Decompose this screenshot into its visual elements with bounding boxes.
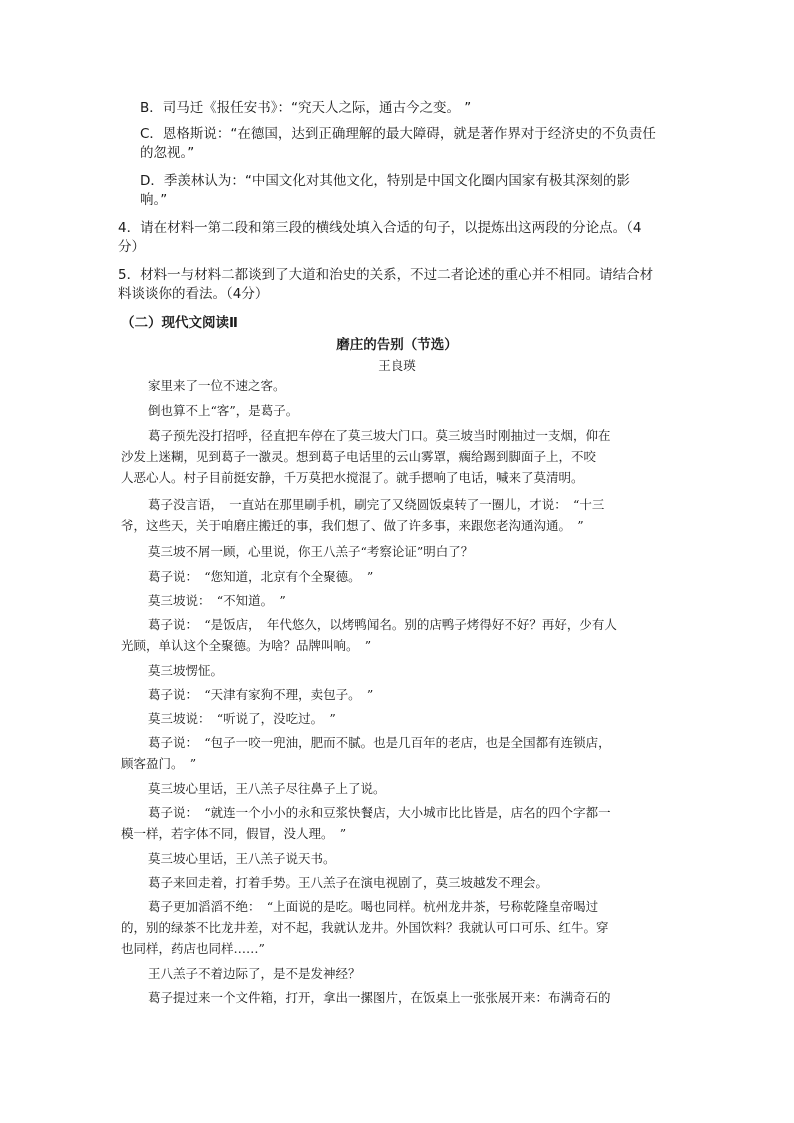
story-paragraph-line: 葛子更加滔滔不绝： “上面说的是吃。喝也同样。杭州龙井茶，号称乾隆皇帝喝过	[148, 899, 599, 914]
story-paragraph-line: 莫三坡愣怔。	[148, 663, 224, 678]
story-paragraph-line: 莫三坡说： “不知道。 ”	[148, 593, 286, 608]
story-paragraph-line: 葛子说： “您知道，北京有个全聚德。 ”	[148, 569, 374, 584]
story-paragraph-line: 莫三坡心里话，王八羔子尽往鼻子上了说。	[148, 781, 386, 796]
question-5-line-1: 5．材料一与材料二都谈到了大道和治史的关系，不过二者论述的重心并不相同。请结合材	[118, 267, 654, 283]
option-d-line-1: D．季羡林认为：“中国文化对其他文化，特别是中国文化圈内国家有极其深刻的影	[140, 173, 630, 189]
story-paragraph-line: 葛子预先没打招呼，径直把车停在了莫三坡大门口。莫三坡当时刚抽过一支烟，仰在	[148, 428, 611, 443]
story-paragraph-line: 沙发上迷糊，见到葛子一激灵。想到葛子电话里的云山雾罩，瘸给踢到脚面子上，不咬	[121, 449, 597, 464]
story-paragraph-line: 的，别的绿茶不比龙井差，对不起，我就认龙井。外国饮料？我就认可口可乐、红牛。穿	[121, 920, 609, 935]
story-paragraph-line: 莫三坡说： “听说了，没吃过。 ”	[148, 711, 336, 726]
story-paragraph-line: 倒也算不上“客”，是葛子。	[148, 403, 299, 418]
story-paragraph-line: 顾客盈门。 ”	[121, 756, 197, 771]
story-paragraph-line: 家里来了一位不速之客。	[148, 378, 286, 393]
story-paragraph-line: 爷，这些天，关于咱磨庄搬迁的事，我们想了、做了许多事，来跟您老沟通沟通。 ”	[121, 518, 584, 533]
story-paragraph-line: 葛子提过来一个文件箱，打开，拿出一摞图片，在饭桌上一张张展开来：布满奇石的	[148, 990, 611, 1005]
story-paragraph-line: 葛子来回走着，打着手势。王八羔子在演电视剧了，莫三坡越发不理会。	[148, 875, 549, 890]
story-paragraph-line: 莫三坡心里话，王八羔子说天书。	[148, 851, 336, 866]
story-paragraph-line: 光顾，单认这个全聚德。为啥？品牌叫响。 ”	[121, 638, 372, 653]
option-c-line-1: C．恩格斯说：“在德国，达到正确理解的最大障碍，就是著作界对于经济史的不负责任	[140, 126, 656, 142]
story-paragraph-line: 模一样，若字体不同，假冒，没人理。 ”	[121, 826, 347, 841]
option-c-line-2: 的忽视。”	[140, 145, 195, 161]
story-paragraph-line: 人恶心人。村子目前挺安静，千万莫把水搅混了。就手摁响了电话，喊来了莫清明。	[121, 470, 584, 485]
story-paragraph-line: 葛子说： “天津有家狗不理，卖包子。 ”	[148, 687, 374, 702]
option-d-line-2: 响。”	[140, 192, 168, 208]
question-5-line-2: 料谈谈你的看法。（4分）	[118, 286, 269, 302]
story-paragraph-line: 葛子说： “就连一个小小的永和豆浆快餐店，大小城市比比皆是，店名的四个字都一	[148, 805, 611, 820]
section-heading: （二）现代文阅读Ⅱ	[121, 315, 238, 331]
story-paragraph-line: 葛子没言语， 一直站在那里刷手机，刷完了又绕圆饭桌转了一圈儿，才说： “十三	[148, 497, 605, 512]
question-4-line-1: 4．请在材料一第二段和第三段的横线处填入合适的句子，以提炼出这两段的分论点。（4	[118, 220, 642, 236]
story-paragraph-line: 王八羔子不着边际了，是不是发神经？	[148, 966, 361, 981]
story-author: 王良瑛	[378, 358, 416, 373]
story-paragraph-line: 也同样，药店也同样……”	[121, 941, 265, 956]
story-title: 磨庄的告别（节选）	[336, 337, 458, 353]
option-b: B．司马迁《报任安书》：“究天人之际，通古今之变。 ”	[140, 100, 472, 116]
story-paragraph-line: 莫三坡不屑一顾，心里说，你王八羔子“考察论证”明白了？	[148, 544, 474, 559]
story-paragraph-line: 葛子说： “包子一咬一兜油，肥而不腻。也是几百年的老店，也是全国都有连锁店，	[148, 735, 611, 750]
story-paragraph-line: 葛子说： “是饭店， 年代悠久，以烤鸭闻名。别的店鸭子烤得好不好？再好，少有人	[148, 617, 617, 632]
question-4-line-2: 分）	[118, 239, 145, 255]
